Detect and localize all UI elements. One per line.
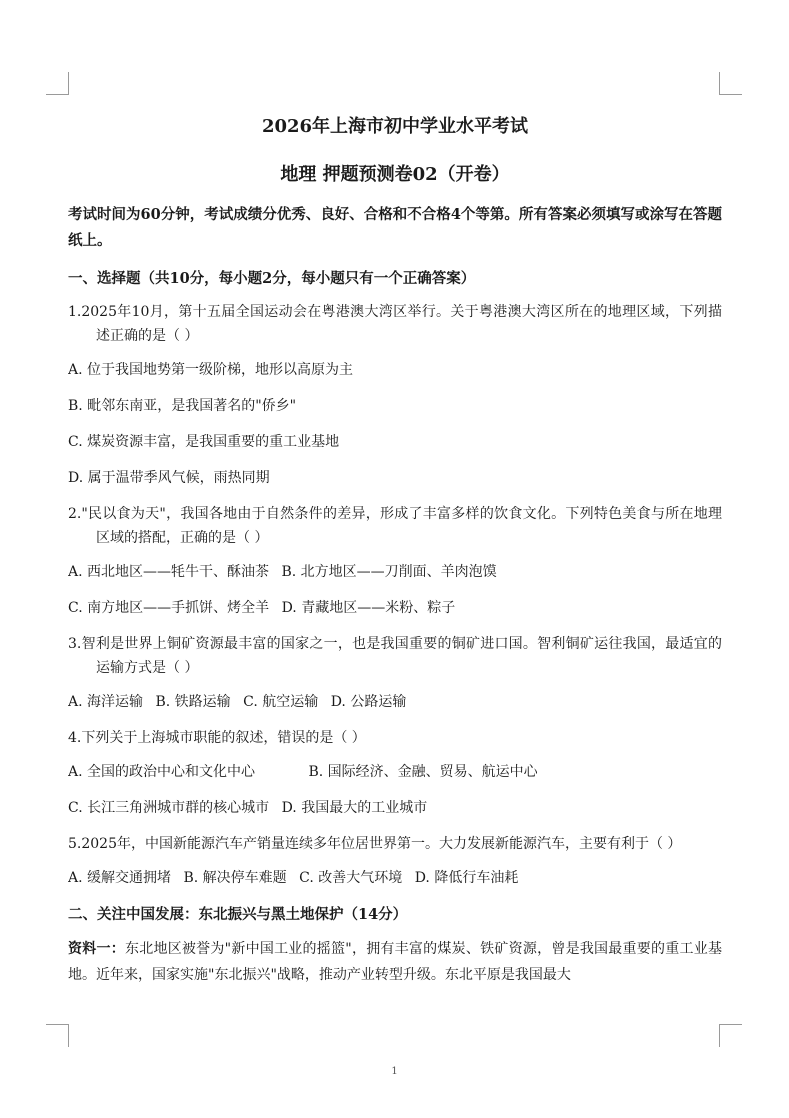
question-5-option-b: B. 解决停车难题 bbox=[183, 870, 287, 886]
question-2-options-row-1 bbox=[68, 560, 722, 584]
option-text: C. 煤炭资源丰富，是我国重要的重工业基地 bbox=[68, 434, 340, 450]
question-2-option-d: D. 青藏地区——米粉、粽子 bbox=[281, 600, 456, 616]
question-4-stem: 4.下列关于上海城市职能的叙述，错误的是（ ） bbox=[68, 730, 366, 746]
crop-mark-bottom-right bbox=[719, 1024, 742, 1047]
material-1 bbox=[68, 936, 722, 988]
question-1-stem: 1.2025年10月，第十五届全国运动会在粤港澳大湾区举行。关于粤港澳大湾区所在的地理区域，下列描述正确的是（ ） bbox=[68, 304, 722, 344]
question-5-option-a: A. 缓解交通拥堵 bbox=[68, 870, 172, 886]
question-4-option-d: D. 我国最大的工业城市 bbox=[281, 800, 428, 816]
question-3-option-a: A. 海洋运输 bbox=[68, 694, 144, 710]
question-2-stem: 2."民以食为天"，我国各地由于自然条件的差异，形成了丰富多样的饮食文化。下列特色美食与所在地理区域的搭配，正确的是（ ） bbox=[68, 506, 722, 546]
crop-mark-top-right bbox=[719, 72, 742, 95]
crop-mark-bottom-left bbox=[46, 1024, 69, 1047]
question-1-option-b bbox=[68, 394, 722, 418]
question-2-option-b: B. 北方地区——刀削面、羊肉泡馍 bbox=[281, 564, 497, 580]
question-3-option-c: C. 航空运输 bbox=[243, 694, 319, 710]
question-3-option-d: D. 公路运输 bbox=[330, 694, 407, 710]
question-5-option-c: C. 改善大气环境 bbox=[299, 870, 403, 886]
question-1-option-a bbox=[68, 358, 722, 382]
page-number: 1 bbox=[391, 1066, 398, 1077]
material-1-label: 资料一： bbox=[68, 941, 125, 957]
option-text: D. 属于温带季风气候，雨热同期 bbox=[68, 470, 270, 486]
exam-subtitle: 地理 押题预测卷02（开卷） bbox=[280, 164, 510, 185]
exam-notice: 考试时间为60分钟，考试成绩分优秀、良好、合格和不合格4个等第。所有答案必须填写或涂写在答题纸上。 bbox=[68, 206, 722, 249]
exam-title: 2026年上海市初中学业水平考试 bbox=[261, 116, 529, 137]
question-4-option-b: B. 国际经济、金融、贸易、航运中心 bbox=[308, 764, 538, 780]
question-2-options-row-2 bbox=[68, 596, 722, 620]
question-4-options-row-2 bbox=[68, 796, 722, 820]
question-2-option-c: C. 南方地区——手抓饼、烤全羊 bbox=[68, 600, 270, 616]
question-3-stem: 3.智利是世界上铜矿资源最丰富的国家之一，也是我国重要的铜矿进口国。智利铜矿运往我国，最适宜的运输方式是（ ） bbox=[68, 636, 722, 676]
option-text: B. 毗邻东南亚，是我国著名的"侨乡" bbox=[68, 398, 297, 414]
page-content bbox=[68, 112, 722, 1026]
question-4-options-row-1 bbox=[68, 760, 722, 784]
section-2-heading: 二、关注中国发展：东北振兴与黑土地保护（14分） bbox=[68, 906, 408, 923]
question-1-option-d bbox=[68, 466, 722, 490]
question-2-option-a: A. 西北地区——牦牛干、酥油茶 bbox=[68, 564, 270, 580]
section-1-heading: 一、选择题（共10分，每小题2分，每小题只有一个正确答案） bbox=[68, 270, 476, 287]
question-3-options-row bbox=[68, 690, 722, 714]
question-3-option-b: B. 铁路运输 bbox=[155, 694, 231, 710]
question-1-option-c bbox=[68, 430, 722, 454]
option-text: A. 位于我国地势第一级阶梯，地形以高原为主 bbox=[68, 362, 354, 378]
question-4-option-c: C. 长江三角洲城市群的核心城市 bbox=[68, 800, 270, 816]
crop-mark-top-left bbox=[46, 72, 69, 95]
question-5-option-d: D. 降低行车油耗 bbox=[414, 870, 519, 886]
question-5-options-row bbox=[68, 866, 722, 890]
material-1-text: 东北地区被誉为"新中国工业的摇篮"，拥有丰富的煤炭、铁矿资源，曾是我国最重要的重工业基地。近年来，国家实施"东北振兴"战略，推动产业转型升级。东北平原是我国最大 bbox=[68, 941, 722, 983]
question-4-option-a: A. 全国的政治中心和文化中心 bbox=[68, 764, 256, 780]
question-5-stem: 5.2025年，中国新能源汽车产销量连续多年位居世界第一。大力发展新能源汽车，主要有利于（ ） bbox=[68, 836, 682, 852]
